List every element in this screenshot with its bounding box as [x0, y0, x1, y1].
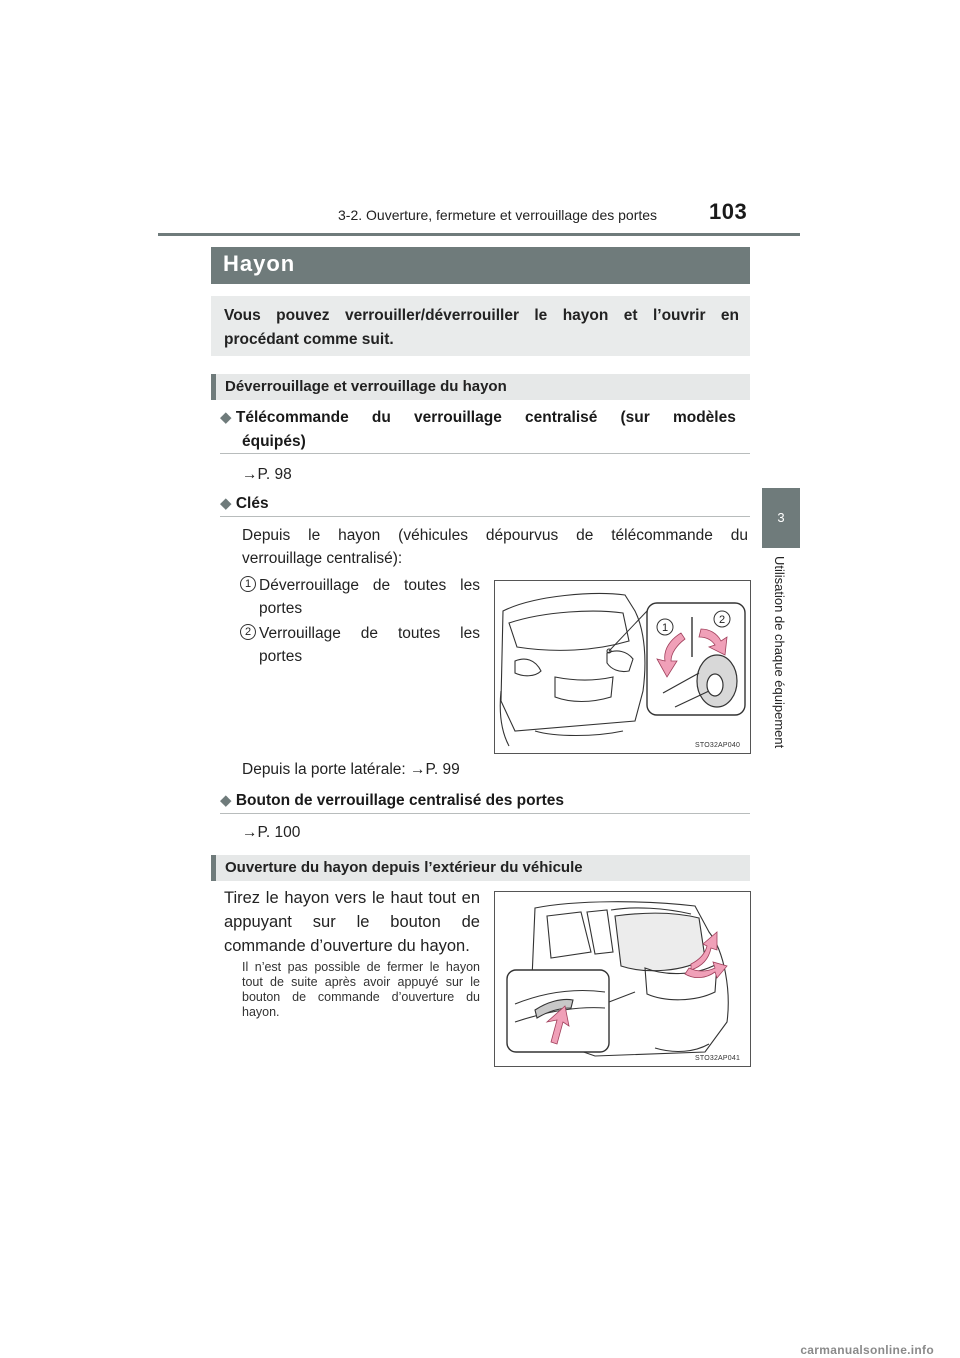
arrow-right-icon: → — [242, 824, 258, 841]
open-tailgate-instructions — [224, 886, 480, 958]
item-title-line1: Télécommande du verrouillage centralisé (sur modèles — [235, 409, 736, 426]
body-line: appuyant sur le bouton de — [224, 913, 480, 931]
body-line: commande d’ouverture du hayon. — [224, 937, 470, 955]
item-title-keys — [220, 492, 269, 516]
section-header: 3-2. Ouverture, fermeture et verrouillage des portes — [338, 207, 658, 223]
desc-line: Depuis le hayon (véhicules dépourvus de télécommande du — [242, 527, 748, 544]
item-title-central-lock — [220, 789, 564, 813]
arrow-right-icon: → — [242, 466, 258, 483]
step-number: 1 — [240, 576, 256, 592]
chapter-tab: 3 — [762, 488, 800, 548]
page-title: Hayon — [223, 251, 296, 276]
item-rule — [220, 453, 750, 454]
section-heading-bar — [211, 855, 750, 881]
item-title-line2: équipés) — [242, 433, 306, 450]
section-heading: Ouverture du hayon depuis l’extérieur du véhicule — [225, 859, 583, 876]
intro-box — [211, 296, 750, 356]
car-tailgate-illustration — [495, 892, 750, 1066]
diamond-bullet-icon: ◆ — [220, 409, 232, 426]
step-text: portes — [259, 600, 303, 617]
figure-callout-1: 1 — [661, 622, 669, 634]
item-rule — [220, 516, 750, 517]
footer-watermark: carmanualsonline.info — [800, 1343, 934, 1357]
header-rule — [158, 233, 800, 236]
key-step-unlock — [242, 574, 480, 620]
note-text: Il n’est pas possible de fermer le hayon tout de suite après avoir appuyé sur le bouton de commande d’ouverture du hayon. — [242, 960, 480, 1019]
item-rule — [220, 813, 750, 814]
ref-page[interactable]: P. 99 — [425, 761, 460, 778]
page-number: 103 — [709, 199, 748, 224]
side-door-text: Depuis la porte latérale: — [242, 761, 411, 778]
item-title-text: Clés — [235, 495, 269, 512]
desc-line: verrouillage centralisé): — [242, 550, 403, 567]
figure-key-lock — [494, 580, 751, 754]
key-step-lock — [242, 622, 480, 668]
step-text: Verrouillage de toutes les — [259, 625, 480, 642]
section-heading-bar — [211, 374, 750, 400]
keys-description — [242, 524, 748, 570]
side-door-ref — [242, 758, 460, 781]
item-title-remote — [220, 406, 736, 454]
diamond-bullet-icon: ◆ — [220, 495, 232, 512]
step-number: 2 — [240, 624, 256, 640]
step-text: Déverrouillage de toutes les — [259, 577, 480, 594]
item-title-text: Bouton de verrouillage centralisé des portes — [235, 792, 565, 809]
car-rear-key-illustration — [495, 581, 750, 753]
figure-callout-2: 2 — [718, 614, 726, 626]
ref-page[interactable]: P. 98 — [257, 466, 292, 483]
cross-reference — [242, 821, 300, 844]
section-heading: Déverrouillage et verrouillage du hayon — [225, 378, 507, 395]
ref-page[interactable]: P. 100 — [257, 824, 301, 841]
diamond-bullet-icon: ◆ — [220, 792, 232, 809]
chapter-title: Utilisation de chaque équipement — [772, 556, 787, 749]
page-title-bar — [211, 247, 750, 284]
figure-code: STO32AP040 — [695, 742, 741, 749]
step-text: portes — [259, 648, 303, 665]
cross-reference — [242, 463, 292, 486]
figure-tailgate-open — [494, 891, 751, 1067]
intro-text: Vous pouvez verrouiller/déverrouiller le hayon et l’ouvrir en procédant comme suit. — [224, 307, 739, 348]
body-line: Tirez le hayon vers le haut tout en — [224, 889, 480, 907]
arrow-right-icon: → — [410, 761, 426, 778]
figure-code: STO32AP041 — [695, 1055, 741, 1062]
